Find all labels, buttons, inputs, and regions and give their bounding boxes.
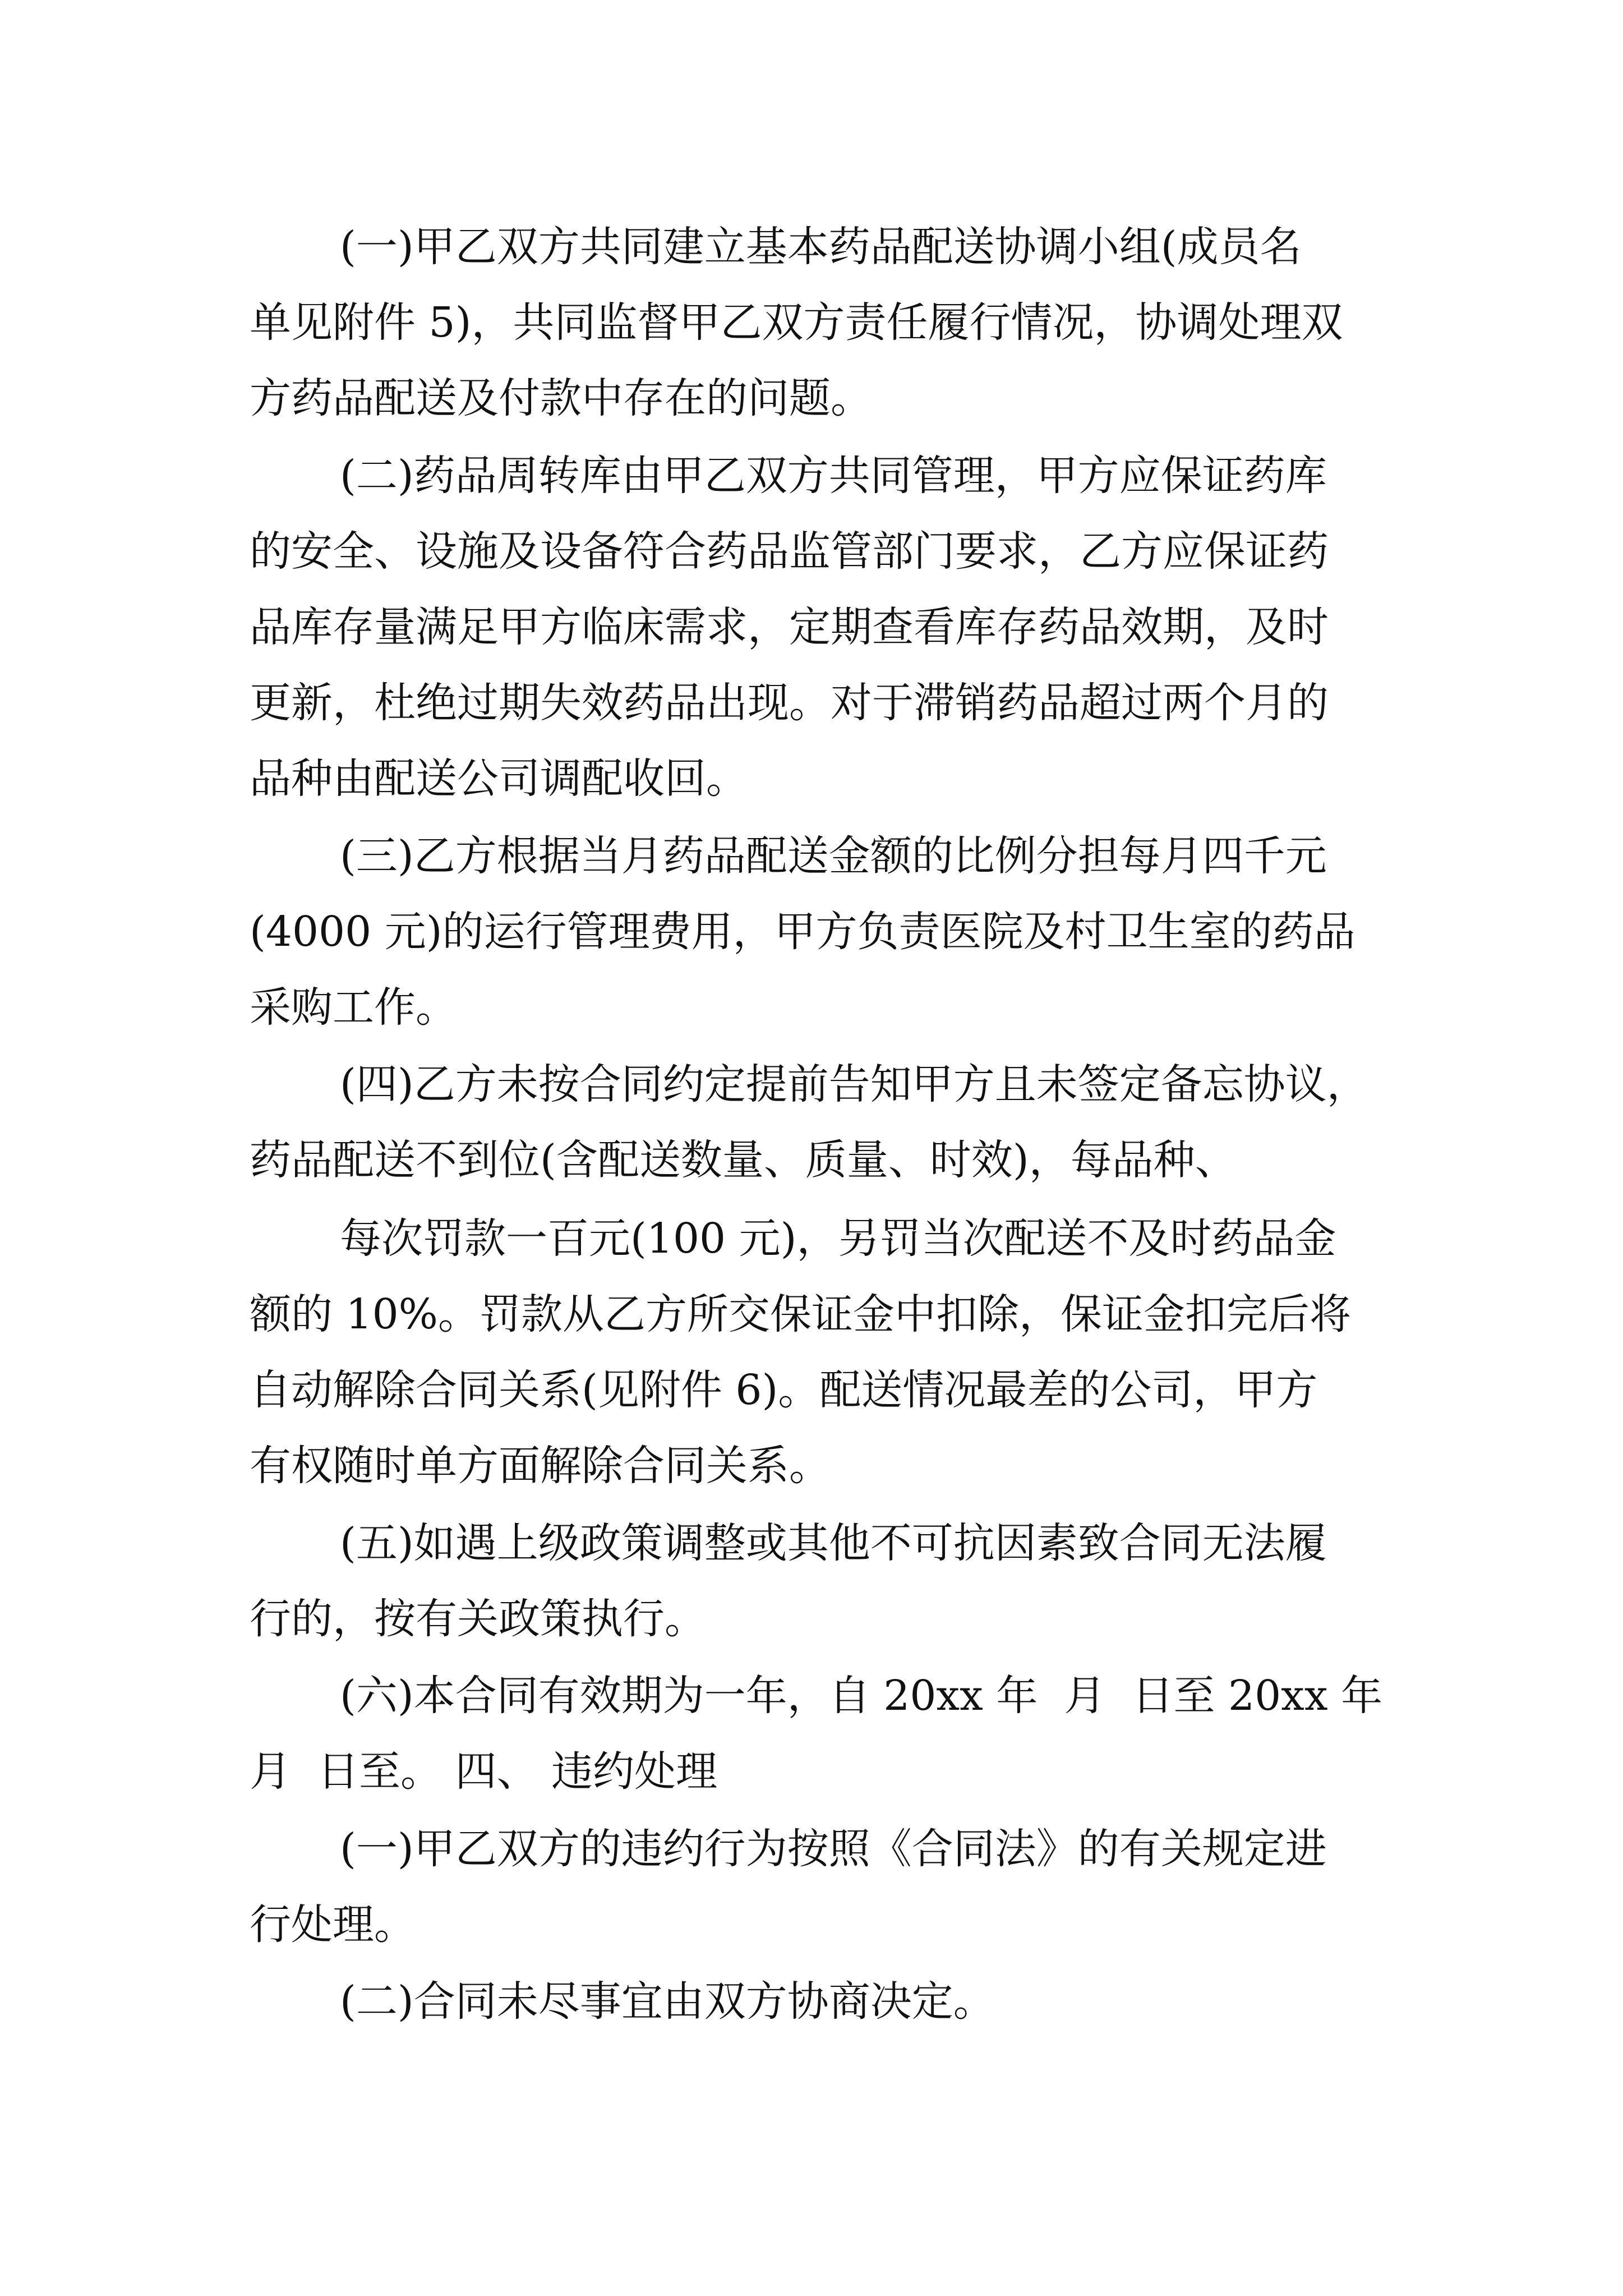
paragraph-5-line-2: 额的 10%。罚款从乙方所交保证金中扣除，保证金扣完后将 — [250, 1290, 1351, 1338]
paragraph-7-line-1: (六)本合同有效期为一年，自 20xx 年 月 日至 20xx 年 — [340, 1672, 1383, 1720]
paragraph-2-line-4: 更新，杜绝过期失效药品出现。对于滞销药品超过两个月的 — [250, 679, 1329, 727]
paragraph-4-line-1: (四)乙方未按合同约定提前告知甲方且未签定备忘协议， — [340, 1060, 1368, 1108]
paragraph-5-line-1: 每次罚款一百元(100 元)，另罚当次配送不及时药品金 — [340, 1214, 1336, 1263]
paragraph-6-line-1: (五)如遇上级政策调整或其他不可抗因素致合同无法履 — [340, 1519, 1327, 1567]
paragraph-6-line-2: 行的，按有关政策执行。 — [250, 1595, 706, 1643]
paragraph-4-line-2: 药品配送不到位(含配送数量、质量、时效)，每品种、 — [250, 1136, 1237, 1184]
paragraph-2-line-2: 的安全、设施及设备符合药品监管部门要求，乙方应保证药 — [250, 527, 1329, 576]
paragraph-3-line-3: 采购工作。 — [250, 983, 457, 1032]
paragraph-1-line-1: (一)甲乙双方共同建立基本药品配送协调小组(成员名 — [340, 223, 1302, 271]
paragraph-8-line-2: 行处理。 — [250, 1901, 416, 1949]
paragraph-7-line-2: 月 日至。 四、 违约处理 — [250, 1747, 718, 1796]
paragraph-3-line-2: (4000 元)的运行管理费用，甲方负责医院及村卫生室的药品 — [250, 908, 1355, 956]
paragraph-1-line-3: 方药品配送及付款中存在的问题。 — [250, 374, 872, 422]
paragraph-2-line-5: 品种由配送公司调配收回。 — [250, 754, 748, 803]
paragraph-5-line-3: 自动解除合同关系(见附件 6)。配送情况最差的公司，甲方 — [250, 1366, 1318, 1414]
paragraph-3-line-1: (三)乙方根据当月药品配送金额的比例分担每月四千元 — [340, 832, 1327, 880]
paragraph-2-line-3: 品库存量满足甲方临床需求，定期查看库存药品效期，及时 — [250, 603, 1329, 651]
paragraph-5-line-4: 有权随时单方面解除合同关系。 — [250, 1442, 831, 1490]
paragraph-9-line-1: (二)合同未尽事宜由双方协商决定。 — [340, 1977, 995, 2026]
paragraph-8-line-1: (一)甲乙双方的违约行为按照《合同法》的有关规定进 — [340, 1825, 1327, 1873]
paragraph-1-line-2: 单见附件 5)，共同监督甲乙双方责任履行情况，协调处理双 — [250, 298, 1343, 347]
paragraph-2-line-1: (二)药品周转库由甲乙双方共同管理，甲方应保证药库 — [340, 452, 1327, 500]
